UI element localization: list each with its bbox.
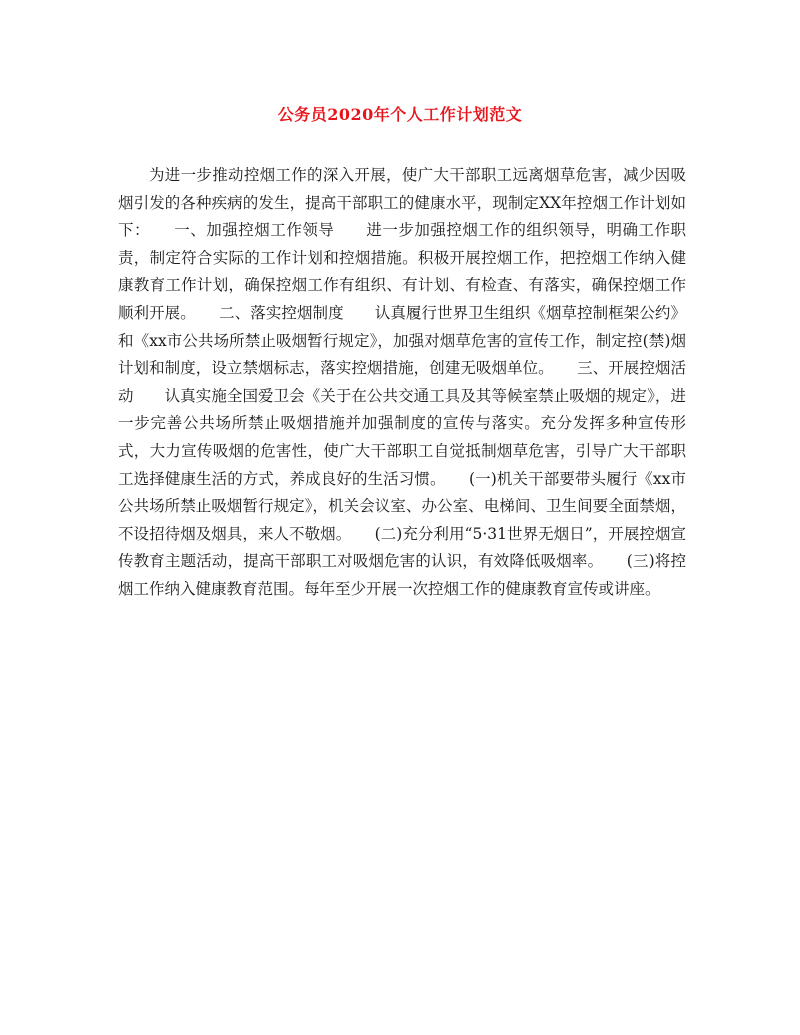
document-title: 公务员2020年个人工作计划范文 [277, 105, 523, 124]
document-body: 为进一步推动控烟工作的深入开展，使广大干部职工远离烟草危害，减少因吸烟引发的各种疾病的发生，提高干部职工的健康水平，现制定XX年控烟工作计划如下： 一、加强控烟工作领导 进一步加强控烟工作的组织领导，明确工作职责，制定符合实际的工作计划和控烟措施。积极开展控烟工作，把控烟工作纳入健康教育工作计划，确保控烟工作有组织、有计划、有检查、有落实，确保控烟工作顺利开展。 二、落实控烟制度 认真履行世界卫生组织《烟草控制框架公约》和《xx市公共场所禁止吸烟暂行规定》，加强对烟草危害的宣传工作，制定控(禁)烟计划和制度，设立禁烟标志，落实控烟措施，创建无吸烟单位。 三、开展控烟活动 认真实施全国爱卫会《关于在公共交通工具及其等候室禁止吸烟的规定》，进一步完善公共场所禁止吸烟措施并加强制度的宣传与落实。充分发挥多种宣传形式，大力宣传吸烟的危害性，使广大干部职工自觉抵制烟草危害，引导广大干部职工选择健康生活的方式，养成良好的生活习惯。 (一)机关干部要带头履行《xx市公共场所禁止吸烟暂行规定》，机关会议室、办公室、电梯间、卫生间要全面禁烟，不设招待烟及烟具，来人不敬烟。 (二)充分利用“5·31世界无烟日”，开展控烟宣传教育主题活动，提高干部职工对吸烟危害的认识，有效降低吸烟率。 (三)将控烟工作纳入健康教育范围。每年至少开展一次控烟工作的健康教育宣传或讲座。 [118, 166, 686, 598]
